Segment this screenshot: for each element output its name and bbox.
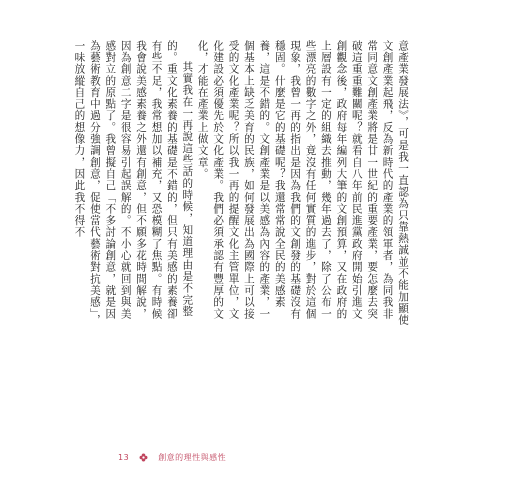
flower-icon [139, 453, 148, 462]
page-number: 13 [118, 453, 130, 462]
paragraph: 其實我在一再說這些話的時候，知道理由是不完整的。重文化素養的基礎是不錯的，但只有美感的素養卻有些不足，我常想加以補充，又恐模糊了焦點。有時候我會說美感素養之外還有創意，但不願多花時間解說，因為創意二字是很容易引起誤解的。不小心就回到與美感對立的原點了。我曾擬自己「不多討論創意，就是因為藝術教育中過分強調創意，促使當代藝術對抗美感」，一味放縱自己的想像力，因此我不得不 [73, 40, 194, 326]
paragraph: 意產業發展法》，可是我一直認為只靠熱誠並不能加顯使文創產業起飛，反為新時代的產業的領軍者，為同我非常同意文創產業將是廿一世紀的重要產業，要怎麼去突破這重重難關呢？就看自八年前民進黨政府開始引進文創觀念後，政府每年編列大筆的文創預算，又在政府的上層設有一定的組織去推動，幾年過去了，除了公布一些漂亮的數字之外，竟沒有任何實質的進步，對於這個現象，我曾一再的指出是因為我們的文創發的基礎沒有穩固。什麼是它的基礎呢？我還常常說全民的美感素養，這是不錯的。文創產業是以美感為內容的產業，一個基本上缺乏美育的民族，如何發展出為國際上可以接受的文化產業呢？所以我一再的提醒文化主管單位，文化建設必須優先於文化產業。我們必須承認有豐厚的文化，才能在產業上做文章。 [196, 40, 409, 326]
page-footer [118, 452, 226, 463]
body-text [71, 40, 410, 330]
running-title: 創意的理性與感性 [158, 453, 227, 462]
